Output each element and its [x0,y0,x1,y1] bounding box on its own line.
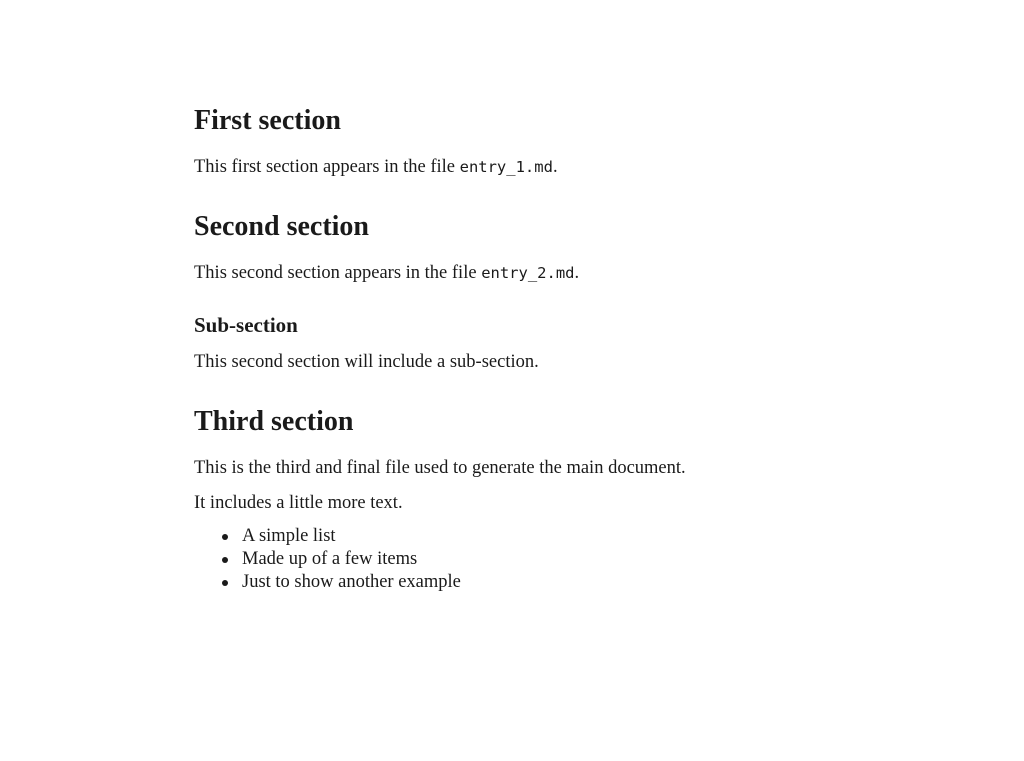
paragraph-punctuation: . [552,157,558,177]
bullet-icon [222,534,228,540]
bullet-icon [222,557,228,563]
section-paragraph-first [194,156,558,178]
list-item-text: A simple list [242,526,336,546]
paragraph-text: This second section appears in the file [194,263,482,283]
paragraph-text: This first section appears in the file [194,157,460,177]
list-item [194,525,461,548]
file-name-code: entry_2.md [481,264,575,282]
subsection-paragraph: This second section will include a sub-section. [194,352,539,372]
paragraph-punctuation: . [574,263,580,283]
bullet-list [194,525,461,594]
section-paragraph-third-1: This is the third and final file used to generate the main document. [194,458,686,478]
section-heading-second: Second section [194,211,369,242]
file-name-code: entry_1.md [459,158,553,176]
list-item-text: Just to show another example [242,572,461,592]
section-heading-first: First section [194,105,341,136]
subsection-heading: Sub-section [194,313,298,337]
list-item [194,571,461,594]
list-item [194,548,461,571]
list-item-text: Made up of a few items [242,549,418,569]
section-heading-third: Third section [194,406,354,437]
section-paragraph-second [194,262,579,284]
section-paragraph-third-2: It includes a little more text. [194,493,403,513]
bullet-icon [222,580,228,586]
